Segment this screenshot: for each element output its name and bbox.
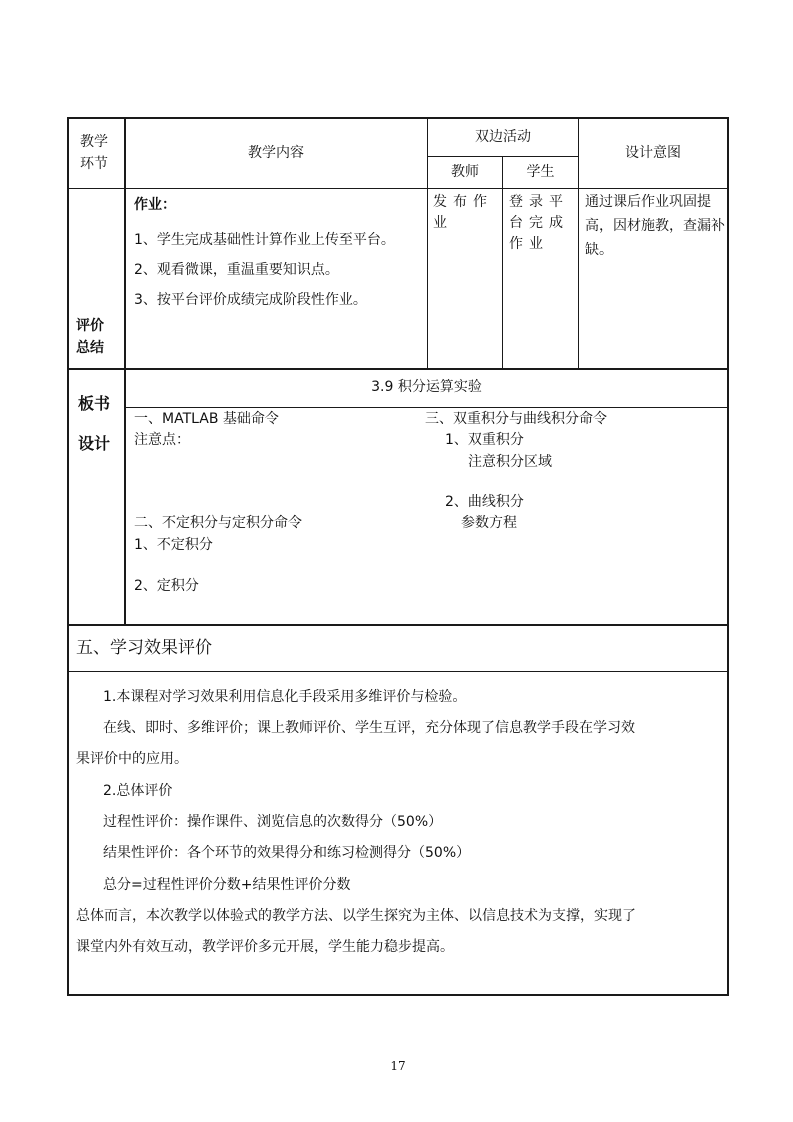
board-label: 板书设计 (78, 394, 111, 453)
student-activity: 登录平台完成作业 (509, 194, 569, 252)
board-section-3: 三、双重积分与曲线积分命令 (425, 411, 607, 427)
board-section-1-note: 注意点： (134, 432, 190, 448)
header-section: 教学环节 (80, 134, 108, 172)
board-title: 3.9 积分运算实验 (371, 379, 482, 395)
eval-paragraph-7a: 总体而言，本次教学以体验式的教学方法、以学生探究为主体、以信息技术为支撑，实现了 (76, 908, 636, 924)
content-title: 作业： (134, 197, 176, 213)
eval-paragraph-2b: 果评价中的应用。 (76, 751, 188, 767)
header-content: 教学内容 (248, 145, 304, 161)
content-item-2: 2、观看微课，重温重要知识点。 (134, 262, 339, 278)
board-section-3-item-1-note: 注意积分区域 (468, 454, 552, 470)
board-section-2: 二、不定积分与定积分命令 (134, 515, 302, 531)
eval-paragraph-6: 总分=过程性评价分数+结果性评价分数 (103, 877, 351, 893)
eval-paragraph-7b: 课堂内外有效互动，教学评价多元开展，学生能力稳步提高。 (76, 939, 454, 955)
board-section-3-item-1: 1、双重积分 (445, 432, 524, 448)
eval-paragraph-1: 1.本课程对学习效果利用信息化手段采用多维评价与检验。 (103, 689, 467, 705)
content-item-1: 1、学生完成基础性计算作业上传至平台。 (134, 232, 395, 248)
content-item-3: 3、按平台评价成绩完成阶段性作业。 (134, 292, 367, 308)
board-section-3-item-2-note: 参数方程 (461, 515, 517, 531)
design-intent: 通过课后作业巩固提高，因材施教，查漏补缺。 (585, 194, 725, 258)
teacher-activity: 发布作业 (433, 194, 493, 231)
board-section-3-item-2: 2、曲线积分 (445, 494, 524, 510)
eval-paragraph-2a: 在线、即时、多维评价；课上教师评价、学生互评，充分体现了信息教学手段在学习效 (103, 720, 635, 736)
board-section-2-item-1: 1、不定积分 (134, 537, 213, 553)
board-section-2-item-2: 2、定积分 (134, 578, 199, 594)
page-number: 17 (390, 1059, 406, 1073)
header-design: 设计意图 (625, 145, 681, 161)
eval-paragraph-4: 过程性评价：操作课件、浏览信息的次数得分（50%） (103, 814, 443, 830)
header-student: 学生 (526, 164, 555, 180)
header-activity: 双边活动 (475, 129, 531, 145)
row-section-label: 评价总结 (76, 318, 104, 356)
evaluation-heading: 五、学习效果评价 (76, 638, 212, 658)
eval-paragraph-5: 结果性评价：各个环节的效果得分和练习检测得分（50%） (103, 845, 471, 861)
header-teacher: 教师 (451, 164, 479, 180)
eval-paragraph-3: 2.总体评价 (103, 783, 173, 799)
board-section-1: 一、MATLAB 基础命令 (134, 411, 279, 427)
